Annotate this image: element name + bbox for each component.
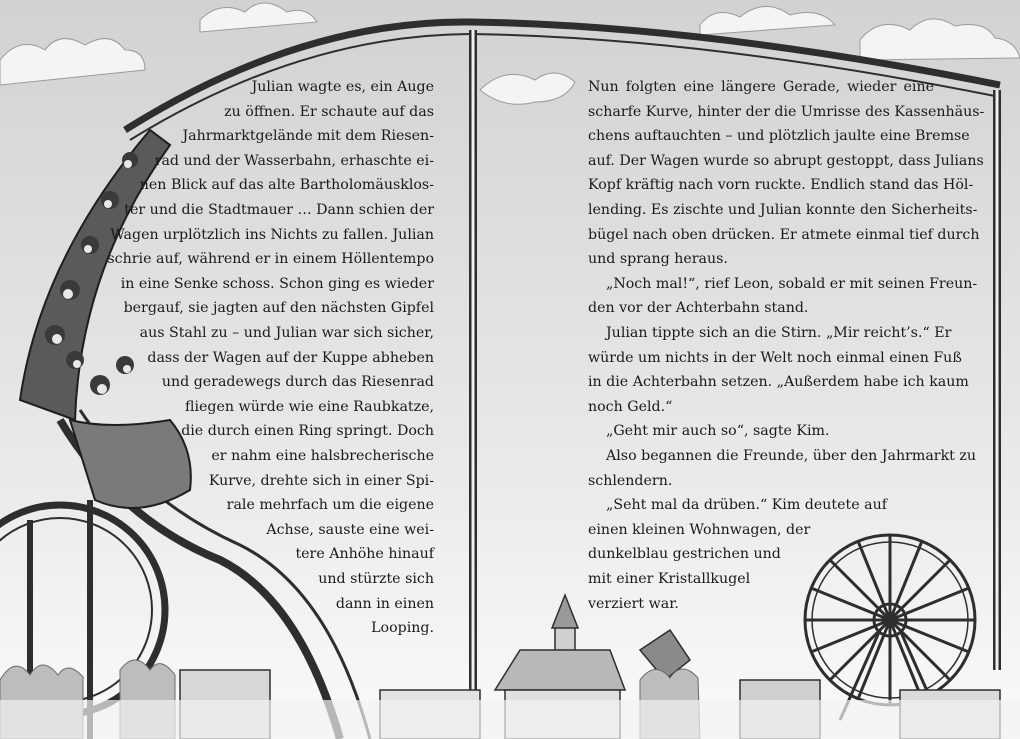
text-line: Julian tippte sich an die Stirn. „Mir reicht’s.“ Er: [606, 325, 952, 341]
text-line: aus Stahl zu – und Julian war sich sicher,: [139, 325, 434, 341]
text-line: schrie auf, während er in einem Höllentempo: [107, 251, 434, 268]
text-line: Nun folgten eine längere Gerade, wieder eine: [588, 79, 934, 95]
text-line: schlendern.: [588, 472, 673, 489]
text-line: er nahm eine halsbrecherische: [211, 448, 434, 464]
text-line: und sprang heraus.: [588, 251, 728, 268]
text-line: dunkelblau gestrichen und: [588, 546, 781, 563]
text-line: rale mehrfach um die eigene: [226, 497, 434, 514]
text-line: bergauf, sie jagten auf den nächsten Gipfel: [123, 300, 434, 317]
text-line: Kopf kräftig nach vorn ruckte. Endlich stand das Höl-: [588, 177, 974, 194]
text-line: und stürzte sich: [318, 571, 434, 587]
text-line: und geradewegs durch das Riesenrad: [161, 374, 434, 391]
text-line: noch Geld.“: [588, 398, 673, 415]
text-line: nen Blick auf das alte Bartholomäusklos-: [139, 177, 434, 194]
text-line: Looping.: [371, 620, 434, 637]
text-line: Wagen urplötzlich ins Nichts zu fallen. Julian: [110, 226, 434, 243]
text-line: mit einer Kristallkugel: [588, 571, 751, 587]
text-line: chens auftauchten – und plötzlich jaulte eine Bremse: [588, 128, 970, 145]
text-line: „Noch mal!“, rief Leon, sobald er mit seinen Freun-: [606, 275, 978, 292]
text-line: verziert war.: [588, 595, 679, 612]
text-line: zu öffnen. Er schaute auf das: [224, 103, 434, 120]
text-line: „Seht mal da drüben.“ Kim deutete auf: [606, 497, 887, 514]
text-line: Julian wagte es, ein Auge: [251, 79, 434, 95]
text-line: Achse, sauste eine wei-: [266, 521, 434, 538]
text-line: fliegen würde wie eine Raubkatze,: [185, 398, 434, 415]
text-line: rad und der Wasserbahn, erhaschte ei-: [154, 152, 434, 169]
text-line: Jahrmarktgelände mit dem Riesen-: [182, 128, 434, 145]
right-text-column: [588, 76, 985, 636]
text-line: dass der Wagen auf der Kuppe abheben: [147, 349, 434, 366]
text-line: ter und die Stadtmauer … Dann schien der: [124, 202, 434, 218]
text-line: Also begannen die Freunde, über den Jahrmarkt zu: [606, 448, 976, 464]
text-line: den vor der Achterbahn stand.: [588, 300, 809, 317]
text-line: auf. Der Wagen wurde so abrupt gestoppt, dass Julians: [588, 152, 984, 169]
text-line: scharfe Kurve, hinter der die Umrisse des Kassenhäus-: [588, 103, 985, 120]
text-line: in die Achterbahn setzen. „Außerdem habe ich kaum: [588, 374, 969, 391]
text-line: die durch einen Ring springt. Doch: [181, 423, 434, 440]
text-line: einen kleinen Wohnwagen, der: [588, 521, 811, 538]
text-line: bügel nach oben drücken. Er atmete einmal tief durch: [588, 226, 980, 243]
text-line: tere Anhöhe hinauf: [295, 546, 434, 563]
text-line: lending. Es zischte und Julian konnte den Sicherheits-: [588, 202, 978, 218]
text-line: in eine Senke schoss. Schon ging es wieder: [120, 275, 434, 292]
text-line: „Geht mir auch so“, sagte Kim.: [606, 423, 830, 440]
text-line: dann in einen: [335, 595, 434, 612]
text-line: Kurve, drehte sich in einer Spi-: [208, 472, 434, 489]
left-text-column: [107, 76, 434, 646]
text-line: würde um nichts in der Welt noch einmal einen Fuß: [588, 349, 962, 366]
